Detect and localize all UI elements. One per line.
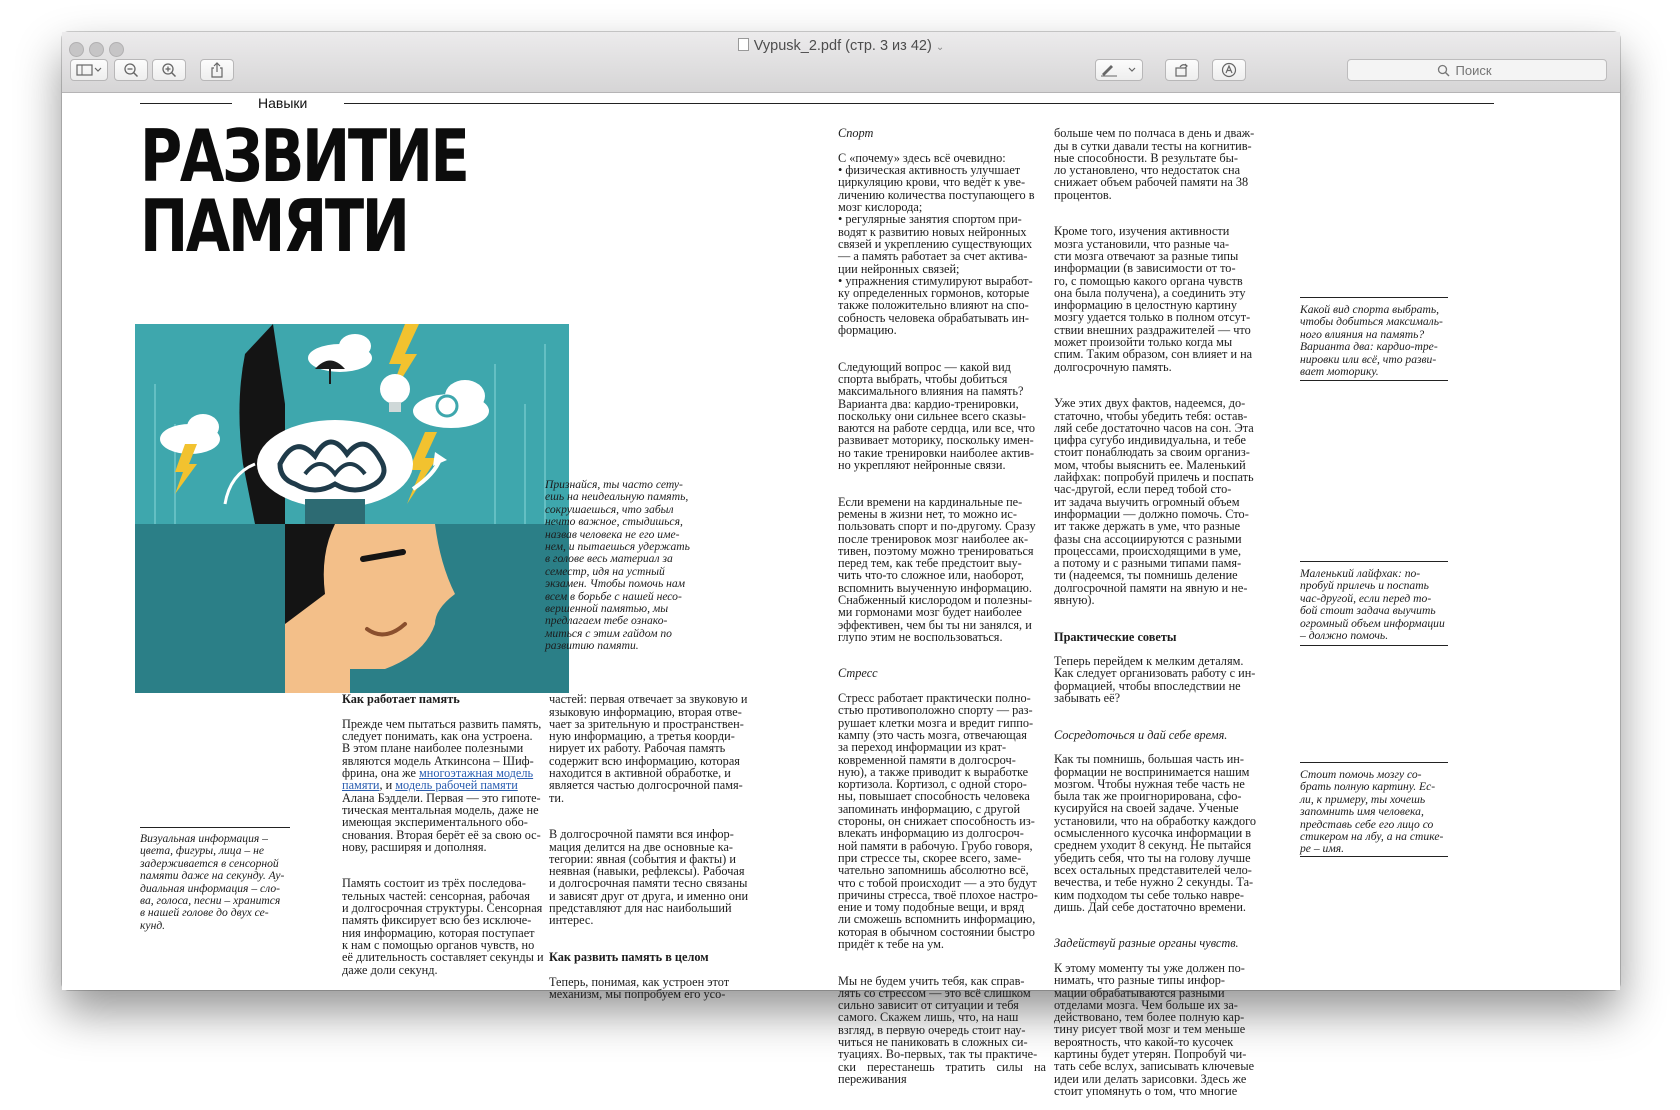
- paragraph: Следующий вопрос — какой вид спорта выбрать, чтобы добиться максимального влияния на память? Варианта два: кардио-тренировки, поскольку они сильнее всего сказы- ваются на работе сердца, или все, что развивает моторику, поскольку имен- но такие тренировки наиболее актив- но укрепляют нейронные связи.: [838, 359, 1036, 473]
- annotate-button[interactable]: [1212, 59, 1246, 81]
- column-2: [549, 681, 754, 1012]
- header-rule-right: [344, 103, 1494, 104]
- preview-window: [62, 32, 1620, 1098]
- annotate-icon: [1221, 62, 1237, 78]
- chevron-down-icon[interactable]: ⌄: [935, 42, 945, 53]
- page-title: РАЗВИТИЕ ПАМЯТИ: [140, 114, 468, 268]
- zoom-in-icon: [161, 62, 177, 78]
- search-field[interactable]: [1347, 59, 1607, 81]
- sidebar-note-3: Стоит помочь мозгу со- брать полную картину. Ес- ли, к примеру, ты хочешь запомнить имя человека, представь себе его лицо со стикером на лбу, а на стике- ре – имя.: [1300, 768, 1444, 856]
- markup-pen-icon: [1099, 63, 1139, 77]
- subheading-senses: Задействуй разные органы чувств.: [1054, 936, 1239, 951]
- paragraph: Как ты помнишь, большая часть ин- формации не воспринимается нашим мозгом. Чтобы нужная тебе часть не была так же проигнорирована, сфо- кусируйся на своей задаче. Ученые установили, что на обработку каждого осмысленного кусочка информации в среднем уходит 8 секунд. Не пытайся убедить себя, что ты на голову лучше всех остальных представителей чело- вечества, и тебе нужно 2 секунды. Та- ким подходом ты себе только навре- дишь. Дай себе достаточно времени.: [1054, 752, 1256, 914]
- paragraph: Мы не будем учить тебя, как справ- лять со стрессом — это всё слишком сильно зависит от ситуации и тебя самого. Скажем лишь, что, на наш взгляд, в первую очередь стоит нау- читься не паниковать в сложных си- туациях. Во-первых, так ты практиче- ски перестанешь тратить силы на переживания: [838, 973, 1046, 1086]
- sidebar-note-1: Какой вид спорта выбрать, чтобы добиться максималь- ного влияния на память? Варианта два: кардио-тре- нировки или всё, что разви- вает моторику.: [1300, 303, 1443, 379]
- pdf-page: [62, 93, 1620, 1098]
- column-3: [838, 115, 1046, 1098]
- heading-how-memory-works: Как работает память: [342, 692, 460, 707]
- sidebar-note-rule: [1300, 762, 1448, 763]
- subheading-focus: Сосредоточься и дай себе время.: [1054, 727, 1228, 742]
- paragraph: В долгосрочной памяти вся инфор- мация делится на две основные ка- тегории: явная (события и факты) и неявная (навыки, рефлексы). Рабочая и долгосрочная памяти тесно связаны и зависят друг от друга, и именно они представляют для нас наибольший интерес.: [549, 827, 749, 928]
- header-rule-left: [140, 103, 232, 104]
- paragraph: больше чем по полчаса в день и дваж- ды в сутки давали тесты на когнитив- ные способности. В результате бы- ло установлено, что недостаток сна снижает объем рабочей памяти на 38 процентов.: [1054, 126, 1255, 202]
- rotate-icon: [1174, 62, 1190, 78]
- sidebar-note-2: Маленький лайфхак: по- пробуй прилечь и поспать час-другой, если перед то- бой стоит задача выучить огромный объем информации – должно помочь.: [1300, 567, 1445, 643]
- sidebar-icon: [76, 64, 102, 76]
- share-button[interactable]: [200, 59, 234, 81]
- link-multistore-model[interactable]: многоэтажная модель памяти: [342, 766, 534, 793]
- sidebar-note-rule: [1300, 856, 1448, 857]
- paragraph: Уже этих двух фактов, надеемся, до- статочно, чтобы убедить тебя: остав- ляй себе достаточно часов на сон. Эта цифра сугубо индивидуальна, и тебе стоит понаблюдать за своим организ- мом, чтобы выяснить ее. Маленький лайфхак: попробуй прилечь и поспать час-другой, если перед тобой сто- ит задача выучить огромный объем информации — должно помочь. Сто- ит также держать в уме, что разные фазы сна ассоциируются с разными процессами, происходящими в уме, а потому и с разными типами памя- ти (надеемся, ты помнишь деление долгосрочной памяти на явную и не- явную).: [1054, 396, 1254, 607]
- paragraph: Если времени на кардинальные пе- ремены в жизни нет, то можно ис- пользовать спорт и по-другому. Сразу после тренировок мозг наиболее ак- тивен, поэтому можно тренироваться перед тем, как тебе предстоит выу- чить что-то сложное или, наоборот, вспомнить выученную информацию. Снабженный кислородом и полезны- ми гормонами мозг будет наиболее эффективен, чем бы ты ни занялся, и глупо этим не воспользоваться.: [838, 494, 1036, 644]
- sidebar-note-rule: [1300, 380, 1448, 381]
- paragraph: С «почему» здесь всё очевидно: • физическая активность улучшает циркуляцию крови, что ведёт к уве- личению количества поступающего в мозг кислорода; • регулярные занятия спортом при- водят к развитию новых нейронных связей и укреплению существующих — а память работает за счет активa- ции нейронных связей; • упражнения стимулируют выработ- ку определенных гормонов, которые также положительно влияют на спо- собность человека обрабатывать ин- формацию.: [838, 150, 1035, 338]
- rotate-button[interactable]: [1165, 59, 1199, 81]
- search-icon: [1437, 64, 1450, 77]
- paragraph: Память состоит из трёх последова- тельных частей: сенсорная, рабочая и долгосрочная структуры. Сенсорная память фиксирует всю без исключе- ния информацию, которая поступает к нам с помощью органов чувств, но её длительность составляет секунды и даже доли секунд.: [342, 876, 544, 977]
- window-title: Vypusk_2.pdf (стр. 3 из 42) ⌄: [62, 38, 1620, 54]
- paragraph: Прежде чем пытаться развить память, следует понимать, как она устроена. В этом плане наиболее полезными являются модель Аткинсона – Шиф- фрина, она же многоэтажная модель памяти, и модель рабочей памяти Алана Бэддели. Первая — это гипоте- тическая ментальная модель, даже не имеющая экспериментального обо- снования. Вторая берёт её за свою ос- нову, расширяя и дополняя.: [342, 716, 542, 854]
- paragraph: Кроме того, изучения активности мозга установили, что разные ча- сти мозга отвечают за разные типы информации (в зависимости от то- го, с помощью какого органа чувств она была получена), а соединить эту информацию в целостную картину мозгу удается только в полном отсут- ствии внешних раздражителей — что может произойти только когда мы спим. Таким образом, сон влияет и на долгосрочную память.: [1054, 224, 1253, 374]
- sidebar-note-rule: [1300, 645, 1448, 646]
- zoom-out-icon: [123, 62, 139, 78]
- pdf-document-icon: [738, 38, 749, 51]
- markup-button[interactable]: [1095, 59, 1143, 81]
- subheading-sport: Спорт: [838, 126, 874, 141]
- sidebar-note-rule: [1300, 561, 1448, 562]
- column-4: [1054, 115, 1262, 1110]
- sidebar-note-rule: [1300, 297, 1448, 298]
- sidebar-left-rule: [140, 827, 290, 828]
- column-1: [342, 681, 547, 1000]
- head-brain-illustration: [135, 324, 569, 693]
- link-working-memory-model[interactable]: модель рабочей памяти: [395, 778, 518, 793]
- zoom-in-button[interactable]: [152, 59, 186, 81]
- share-icon: [210, 62, 224, 78]
- paragraph: К этому моменту ты уже должен по- нимать, что разные типы инфор- мации обрабатываются разными отделами мозга. Чем больше их за- действовано, тем более полную кар- тину рисует твой мозг и тем меньше вероятность, что какой-то кусочек картины будет утерян. Попробуй чи- тать себе вслух, записывать ключевые идеи или делать зарисовки. Здесь же стоит упомянуть о том, что многие: [1054, 961, 1255, 1098]
- paragraph: частей: первая отвечает за звуковую и языковую информацию, вторая отве- чает за зрительную и пространствен- ную информацию, а третья коорди- нирует их работу. Рабочая память содержит всю информацию, которая находится в активной обработке, и является частью долгосрочной памя- ти.: [549, 692, 748, 805]
- sidebar-toggle-button[interactable]: [70, 59, 108, 81]
- paragraph: Стресс работает практически полно- стью противоположно спорту — раз- рушает клетки мозга и вредит гиппо- кампу (это часть мозга, отвечающая за переход информации из крат- ковременной памяти в долгосроч- ную), а также приводит к выработке кортизола. Кортизол, с одной сторо- ны, повышает способность человека запоминать информацию, с другой стороны, он снижает способность из- влекать информацию из долгосроч- ной памяти в рабочую. Грубо говоря, при стрессе ты, скорее всего, заме- чательно запомнишь абсолютно всё, что с тобой происходит — а это будут причины стресса, твоё плохое настро- ение и тому подобные вещи, и вряд ли сможешь вспомнить информацию, которая в обычном состоянии быстро придёт к тебе на ум.: [838, 691, 1038, 951]
- sidebar-left-note: Визуальная информация – цвета, фигуры, лица – не задерживается в сенсорной памяти даже на секунду. Ау- диальная информация – сло- ва, голоса, песни – хранится в нашей голове до двух се- кунд.: [140, 832, 285, 932]
- intro-text: Признайся, ты часто сету- ешь на неидеальную память, сокрушаешься, что забыл нечто важное, стыдишься, назвав человека не его име- нем, и пытаешься удержать в голове весь материал за семестр, идя на устный экзамен. Чтобы помочь нам всем в борьбе с нашей несо- вершенной памятью, мы предлагаем тебе ознако- миться с этим гайдом по развитию памяти.: [545, 478, 690, 653]
- search-input[interactable]: [1454, 62, 1518, 79]
- zoom-out-button[interactable]: [114, 59, 148, 81]
- section-label: Навыки: [258, 95, 308, 111]
- heading-develop-memory: Как развить память в целом: [549, 949, 709, 964]
- subheading-stress: Стресс: [838, 666, 878, 681]
- title-bar: [62, 32, 1620, 93]
- paragraph: Теперь, понимая, как устроен этот механизм, мы попробуем его усо-: [549, 974, 730, 1001]
- heading-practical-tips: Практические советы: [1054, 629, 1177, 644]
- paragraph: Теперь перейдем к мелким деталям. Как следует организовать работу с ин- формацией, чтобы впоследствии не забывать её?: [1054, 654, 1256, 706]
